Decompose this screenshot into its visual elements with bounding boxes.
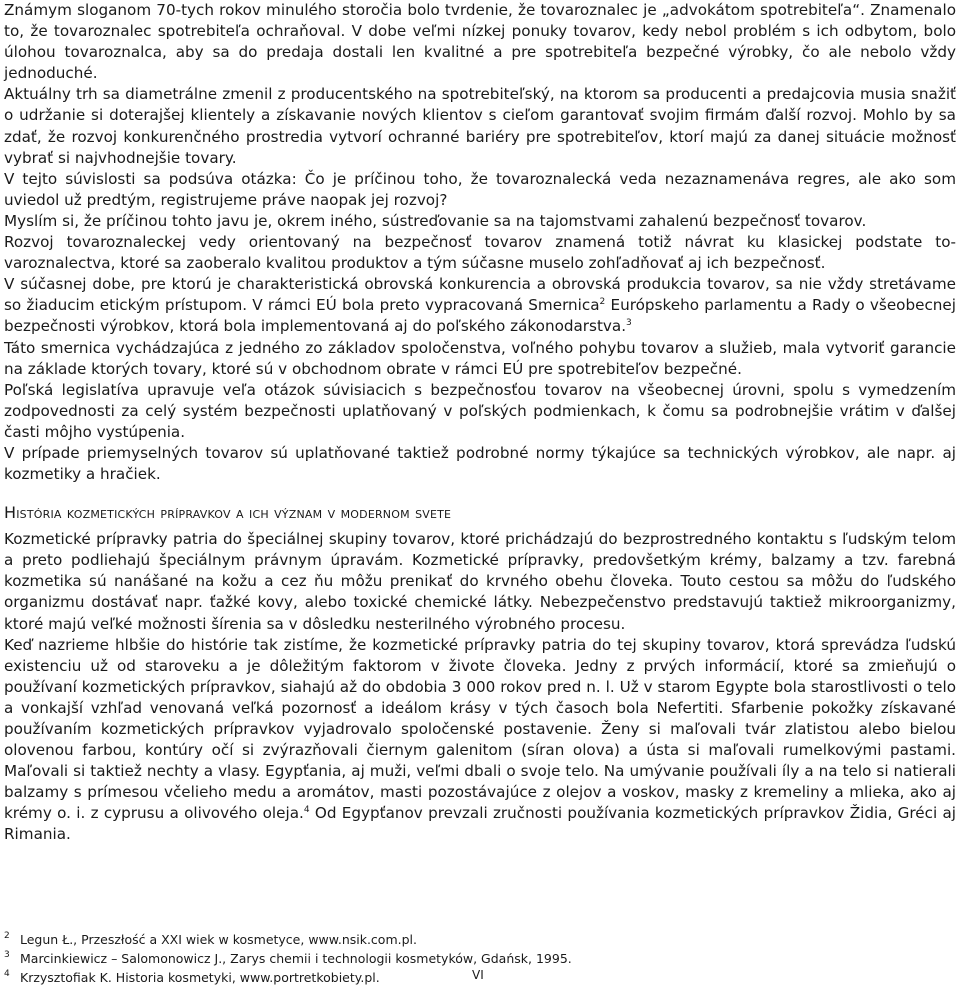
paragraph-3: V tejto súvislosti sa podsúva otázka: Čo je príčinou toho, že tovaroznalecká veda nezaznamenáva regres, ale ako som uviedol už predtým, registrujeme práve naopak jej rozvoj? <box>4 169 956 209</box>
paragraph-4: Myslím si, že príčinou tohto javu je, okrem iného, sústreďovanie sa na tajomstvami zahalenú bezpečnosť tovarov. <box>4 211 867 230</box>
footnote-3 <box>4 949 904 968</box>
footnote-text: Legun Ł., Przeszłość a XXI wiek w kosmetyce, www.nsik.com.pl. <box>20 932 417 947</box>
paragraph-1: Známym sloganom 70-tych rokov minulého storočia bolo tvrdenie, že tovaroznalec je „advokátom spotrebiteľa“. Znamenalo to, že tovaroznalec spotrebiteľa ochraňoval. V dobe veľmi nízkej ponuky tovarov, kedy nebol problém s ich odbytom, bolo úlohou tovaroznalca, aby sa do predaja dostali len kvalitné a pre spotrebiteľa bezpečné výrobky, čo ale nebolo vždy jednoduché. <box>4 1 956 83</box>
paragraph-5: Rozvoj tovaroznaleckej vedy orientovaný na bezpečnosť tovarov znamená totiž návrat ku klasickej podstate tovaroznalectva, ktoré sa zaoberalo kvalitou produktov a tým súčasne muselo zohľadňovať aj ich bezpečnosť. <box>4 233 956 273</box>
paragraph-2: Aktuálny trh sa diametrálne zmenil z producentského na spotrebiteľský, na ktorom sa producenti a predajcovia musia snažiť o udržanie si doterajšej klientely a získavanie nových klientov s cieľom garantovať svojim firmám ďalší rozvoj. Mohlo by sa zdať, že rozvoj konkurenčného prostredia vytvorí ochranné bariéry pre spotrebiteľov, ktorí majú za danej situácie možnosť vybrať si najvhodnejšie tovary. <box>4 85 956 167</box>
paragraph-8: Poľská legislatíva upravuje veľa otázok súvisiacich s bezpečnosťou tovarov na všeobecnej úrovni, spolu s vymedzením zodpovednosti za celý systém bezpečnosti uplatňovaný v poľských podmienkach, k čomu sa podrobnejšie vrátim v ďalšej časti môjho vystúpenia. <box>4 380 956 441</box>
history-continuation: Od Egypťanov prevzali zručnosti používania kozmetických prípravkov Židia, Gréci aj Rimania. <box>4 804 956 844</box>
footnote-4 <box>4 968 904 987</box>
footnote-ref-3: 3 <box>626 318 632 329</box>
footnote-text: Marcinkiewicz – Salomonowicz J., Zarys chemii i technologii kosmetyków, Gdańsk, 1995. <box>20 951 572 966</box>
paragraph-6-continuation: Európskeho parlamentu a Rady o všeobecnej bezpečnosti výrobkov, ktorá bola implementovaná aj do poľského zákonodarstva. <box>4 296 956 336</box>
footnote-ref-4: 4 <box>303 805 310 816</box>
footnotes <box>4 930 904 987</box>
paragraph-9: V prípade priemyselných tovarov sú uplatňované taktiež podrobné normy týkajúce sa technických výrobkov, ale napr. aj kozmetiky a hračiek. <box>4 443 956 484</box>
footnote-number: 4 <box>4 969 10 979</box>
footnote-text: Krzysztofiak K. Historia kosmetyki, www.portretkobiety.pl. <box>20 970 380 985</box>
body-text <box>4 0 956 846</box>
section-paragraph-1: Kozmetické prípravky patria do špeciálnej skupiny tovarov, ktoré prichádzajú do bezprostredného kontaktu s ľudským telom a preto podliehajú špeciálnym právnym úpravám. Kozmetické prípravky, predovšetkým krémy, balzamy a tzv. farebná kozmetika sú nanášané na kožu a cez ňu môžu prenikať do krvného obehu človeka. Touto cestou sa môžu do ľudského organizmu dostávať napr. ťažké kovy, alebo toxické chemické látky. Nebezpečenstvo predstavujú taktiež mikroorganizmy, ktoré majú veľké možnosti šírenia sa v dôsledku nesterilného výrobného procesu. <box>4 530 956 633</box>
footnote-number: 2 <box>4 931 10 941</box>
footnote-number: 3 <box>4 950 10 960</box>
history-text: Keď nazrieme hlbšie do histórie tak zistíme, že kozmetické prípravky patria do tej skupiny tovarov, ktorá sprevádza ľudskú existenciu už od staroveku a je dôležitým faktorom v živote človeka. Jedny z prvých informácií, ktoré sa zmieňujú o používaní kozmetických prípravkov, siahajú až do obdobia 3 000 rokov pred n. l. Už v starom Egypte bola starostlivosti o telo a vonkajší vzhľad venovaná veľká pozornosť a ideálom krásy v tých časoch bola Nefertiti. Sfarbenie pokožky získavané používaním kozmetických prípravkov vyjadrovalo spoločenské postavenie. Ženy si maľovali tvár zlatistou alebo bielou olovenou farbou, kontúry očí si zvýrazňovali čiernym galenitom (síran olova) a ústa si maľovali rumelkovými pastami. Maľovali si taktiež nechty a vlasy. Egypťania, aj muži, veľmi dbali o svoje telo. Na umývanie používali íly a na telo si natierali balzamy s prímesou včelieho medu a aromátov, masti pozostávajúce z olejov a voskov, masky z kremeliny a mlieka, ako aj krémy o. i. z cyprusu a olivového oleja. <box>4 635 956 823</box>
paragraph-6 <box>4 274 956 337</box>
section-heading: História kozmetických prípravkov a ich význam v modernom svete <box>4 503 452 523</box>
section-paragraph-2 <box>4 635 956 846</box>
paragraph-7: Táto smernica vychádzajúca z jedného zo základov spoločenstva, voľného pohybu tovarov a služieb, mala vytvoriť garancie na základe ktorých tovary, ktoré sú v obchodnom obrate v rámci EÚ pre spotrebiteľov bezpečné. <box>4 338 956 378</box>
paragraph-6-text: V súčasnej dobe, pre ktorú je charakteristická obrovská konkurencia a obrovská produkcia tovarov, sa nie vždy stretávame so žiaducim etickým prístupom. V rámci EÚ bola preto vypracovaná Smernica <box>4 275 956 315</box>
page-number: VI <box>472 968 484 982</box>
footnote-2 <box>4 930 904 949</box>
footnote-ref-2: 2 <box>599 297 606 308</box>
